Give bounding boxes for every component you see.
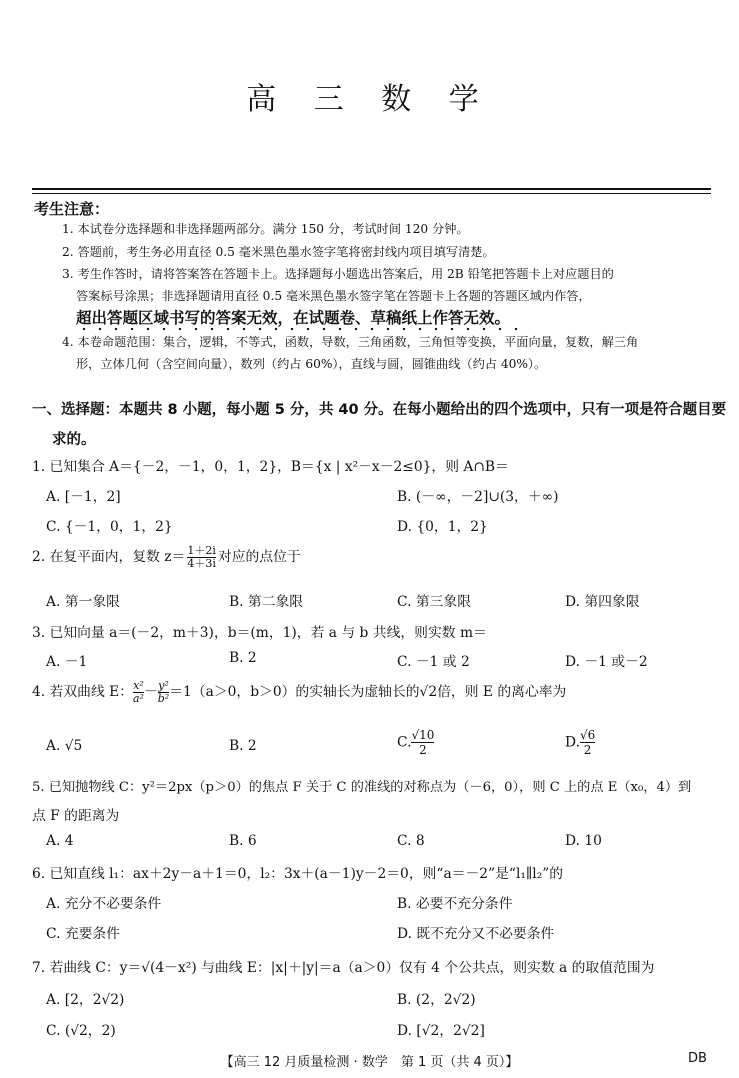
q6-option-a: A. 充分不必要条件: [46, 896, 162, 912]
question-6-stem: 6. 已知直线 l₁：ax＋2y－a＋1＝0，l₂：3x＋(a－1)y－2＝0，则“a＝－2”是“l₁∥l₂”的: [32, 866, 564, 882]
q4-y-numerator: y²: [158, 679, 169, 692]
q5-option-a: A. 4: [46, 833, 74, 849]
q1-option-c: C. {－1，0，1，2}: [46, 519, 173, 535]
q3-option-a: A. －1: [46, 654, 88, 670]
q2-numerator: 1＋2i: [187, 544, 216, 557]
question-1-stem: 1. 已知集合 A＝{－2，－1，0，1，2}，B＝{x | x²－x－2≤0}，则 A∩B＝: [32, 459, 509, 475]
emphasis-dots: [76, 327, 531, 331]
q2-option-d: D. 第四象限: [565, 594, 640, 610]
q4-d-fraction: [580, 728, 595, 757]
q4-option-b: B. 2: [229, 738, 257, 754]
notice-item-2: 2. 答题前，考生务必用直径 0.5 毫米黑色墨水签字笔将密封线内项目填写清楚。: [62, 245, 495, 259]
q1-option-a: A. [－1，2]: [46, 489, 121, 505]
q4-d-label: D.: [565, 734, 580, 751]
notice-item-1: 1. 本试卷分选择题和非选择题两部分。满分 150 分，考试时间 120 分钟。: [62, 222, 469, 236]
q4-y-denominator: b²: [157, 692, 170, 705]
q3-option-b: B. 2: [229, 650, 257, 666]
notice-item-3: 3. 考生作答时，请将答案答在答题卡上。选择题每小题选出答案后，用 2B 铅笔把答题卡上对应题目的: [62, 267, 614, 281]
divider-bottom: [32, 193, 711, 194]
q4-option-c: [397, 728, 434, 757]
q4-d-numerator: √6: [579, 728, 596, 742]
page-footer: 【高三 12 月质量检测 · 数学 第 1 页（共 4 页）】: [220, 1055, 519, 1070]
question-7-stem: 7. 若曲线 C：y＝√(4－x²) 与曲线 E：|x|＋|y|＝a（a＞0）仅有 4 个公共点，则实数 a 的取值范围为: [32, 960, 655, 976]
section-heading-cont: 求的。: [52, 432, 96, 448]
q4-d-denominator: 2: [583, 743, 592, 757]
question-5-stem-cont: 点 F 的距离为: [32, 808, 120, 824]
q4-c-denominator: 2: [419, 743, 427, 757]
q3-option-d: D. －1 或－2: [565, 654, 648, 670]
q1-option-b: B. (－∞，－2]∪(3，＋∞): [397, 489, 559, 505]
q4-c-label: C.: [397, 734, 412, 751]
q7-option-b: B. (2，2√2): [397, 992, 476, 1008]
page-title: 高 三 数 学: [246, 82, 493, 117]
notice-item-4: 4. 本卷命题范围：集合，逻辑，不等式，函数，导数，三角函数，三角恒等变换，平面向量，复数，解三角: [62, 335, 639, 349]
q1-option-d: D. {0，1，2}: [397, 519, 488, 535]
q4-stem-pre: 4. 若双曲线 E：: [32, 684, 133, 700]
q6-option-c: C. 充要条件: [46, 926, 121, 942]
q2-denominator: 4＋3i: [187, 557, 216, 570]
q4-x-numerator: x²: [133, 679, 144, 692]
footer-code: DB: [688, 1051, 707, 1066]
q5-option-c: C. 8: [397, 833, 425, 849]
q4-minus: －: [143, 684, 158, 700]
question-2-stem: [32, 545, 301, 570]
q4-c-numerator: √10: [411, 728, 435, 742]
question-5-stem: 5. 已知抛物线 C：y²＝2px（p＞0）的焦点 F 关于 C 的准线的对称点为（－6，0），则 C 上的点 E（x₀，4）到: [32, 780, 692, 795]
notice-item-4-cont: 形，立体几何（含空间向量），数列（约占 60%），直线与圆，圆锥曲线（约占 40%）。: [76, 357, 547, 371]
notice-item-3-cont: 答案标号涂黑；非选择题请用直径 0.5 毫米黑色墨水签字笔在答题卡上各题的答题区域内作答，: [76, 289, 591, 303]
q2-fraction: [187, 545, 216, 570]
q4-c-fraction: [411, 728, 434, 757]
q4-option-a: A. √5: [46, 738, 83, 754]
q4-option-d: [565, 728, 595, 757]
q7-option-c: C. (√2，2): [46, 1023, 116, 1039]
q2-option-a: A. 第一象限: [46, 594, 120, 610]
q4-stem-post: ＝1（a＞0，b＞0）的实轴长为虚轴长的√2倍，则 E 的离心率为: [169, 684, 567, 700]
section-heading: 一、选择题：本题共 8 小题，每小题 5 分，共 40 分。在每小题给出的四个选项中，只有一项是符合题目要: [32, 402, 727, 418]
q2-stem-post: 对应的点位于: [217, 549, 301, 565]
q5-option-b: B. 6: [229, 833, 257, 849]
q6-option-b: B. 必要不充分条件: [397, 896, 513, 912]
notice-item-3-emphasis: 超出答题区域书写的答案无效，在试题卷、草稿纸上作答无效。: [76, 309, 511, 327]
q5-option-d: D. 10: [565, 833, 602, 849]
divider-top: [32, 188, 711, 190]
q6-option-d: D. 既不充分又不必要条件: [397, 926, 555, 942]
notice-heading: 考生注意：: [34, 200, 110, 218]
q2-stem-pre: 2. 在复平面内，复数 z＝: [32, 549, 186, 565]
q2-option-b: B. 第二象限: [229, 594, 304, 610]
q4-fraction-y: [158, 680, 169, 705]
question-4-stem: [32, 680, 566, 705]
q4-fraction-x: [133, 680, 144, 705]
q4-x-denominator: a²: [133, 692, 144, 705]
q7-option-d: D. [√2，2√2]: [397, 1023, 485, 1039]
q7-option-a: A. [2，2√2): [46, 992, 125, 1008]
q3-option-c: C. －1 或 2: [397, 654, 470, 670]
q2-option-c: C. 第三象限: [397, 594, 472, 610]
question-3-stem: 3. 已知向量 a＝(－2，m＋3)，b＝(m，1)，若 a 与 b 共线，则实数 m＝: [32, 625, 487, 641]
